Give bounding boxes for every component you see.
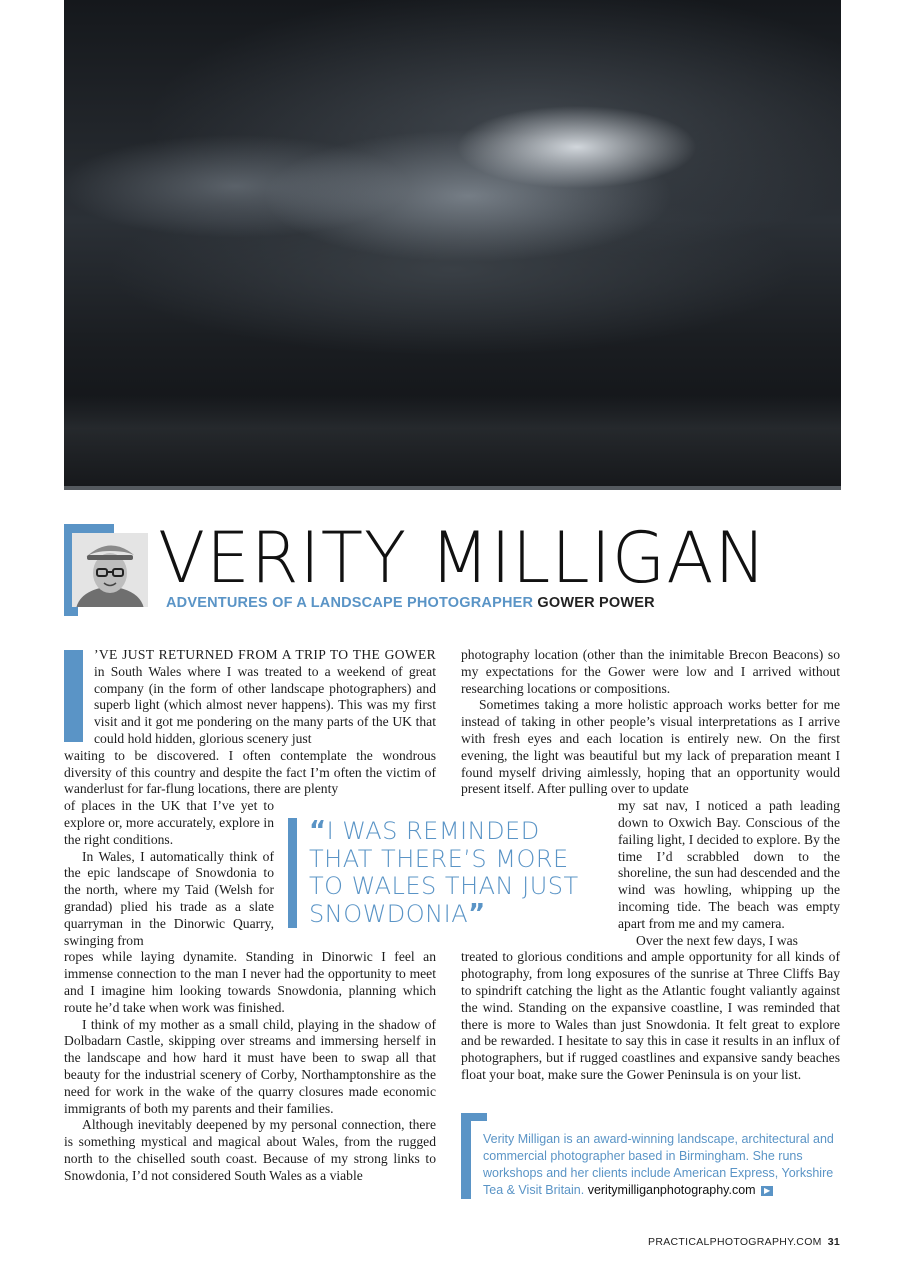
right-paragraph-3-narrow: Over the next few days, I was [636, 932, 798, 948]
right-paragraph-3-continued: treated to glorious conditions and ample opportunity for all kinds of photography, from long exposures of the sunrise at Three Cliffs Bay to spindrift catching the light as the Atlantic fought valiantly against the wind. Standing on the expansive coastline, I was reminded that there is more to Wales than just Snowdonia. It felt great to explore and be rewarded. I hesitate to say this in case it results in an influx of photographers, but if rugged coastlines and expansive sandy beaches float your boat, make sure the Gower Peninsula is on your list. [461, 949, 840, 1082]
author-name-headline: VERITY MILLIGAN [158, 517, 768, 599]
topic-title: GOWER POWER [537, 595, 655, 611]
close-quote-mark: ” [468, 898, 486, 929]
paragraph-1-narrow: of places in the UK that I’ve yet to explore or, more accurately, explore in the right conditions. [64, 798, 274, 847]
paragraph-1-continued: waiting to be discovered. I often contemplate the wondrous diversity of this country and despite the fact I’m often the victim of wanderlust for far-flung locations, there are plenty [64, 747, 436, 797]
right-paragraph-1: photography location (other than the inimitable Brecon Beacons) so my expectations for the Gower were low and I arrived without researching locations or compositions. [461, 647, 840, 696]
series-title: ADVENTURES OF A LANDSCAPE PHOTOGRAPHER [166, 595, 534, 611]
paragraph-1 [94, 647, 436, 748]
page-number: 31 [827, 1236, 840, 1248]
hero-bottom-edge [64, 486, 841, 490]
hero-photo-wave [64, 0, 841, 490]
open-quote-mark: “ [309, 816, 327, 846]
arrow-right-icon: ▶ [761, 1186, 773, 1196]
footer-site: PRACTICALPHOTOGRAPHY.COM [648, 1236, 822, 1248]
page-footer [640, 1236, 840, 1248]
author-avatar [72, 533, 148, 607]
paragraph-1-rest: in South Wales where I was treated to a weekend of great company (in the form of other landscape photographers) and superb light (which almost never happens). This was my first visit and it got me pondering on the many parts of the UK that could hold hidden, glorious scenery just [94, 663, 436, 746]
paragraph-2-continued: ropes while laying dynamite. Standing in Dinorwic I feel an immense connection to the man I never had the opportunity to meet and I imagine him looking towards Snowdonia, planning which route he’d take when work was finished. [64, 949, 436, 1015]
paragraph-4: Although inevitably deepened by my personal connection, there is something mystical and magical about Wales, from the rugged north to the chiselled south coast. Because of my strong links to Snowdonia, I’d not considered South Wales as a viable [64, 1117, 436, 1183]
paragraph-3: I think of my mother as a small child, playing in the shadow of Dolbadarn Castle, skipping over streams and immersing herself in the landscape and how hard it must have been to swap all that beauty for the industrial scenery of Corby, Northamptonshire as the need for work in the wake of the quarry closures made economic immigrants of both my parents and their families. [64, 1016, 436, 1116]
paragraph-1-lead: ’VE JUST RETURNED FROM A TRIP TO THE GOWER [94, 647, 436, 662]
author-bio-box [461, 1113, 855, 1199]
pull-quote-text: I WAS REMINDED THAT THERE’S MORE TO WALES THAN JUST SNOWDONIA [309, 817, 579, 928]
bio-website-link[interactable]: veritymilliganphotography.com [587, 1183, 756, 1197]
bio-text: Verity Milligan is an award-winning landscape, architectural and commercial photographer based in Birmingham. She runs workshops and her clients include American Express, Yorkshire Tea & Visit Britain. [483, 1132, 834, 1197]
right-paragraph-2: Sometimes taking a more holistic approach works better for me instead of taking in other people’s visual interpretations as I arrive with fresh eyes and each location is entirely new. On the first evening, the light was beautiful but my lack of preparation meant I found myself driving aimlessly, hoping that an opportunity would present itself. After pulling over to update [461, 697, 840, 797]
author-portrait-icon [72, 533, 148, 607]
column-subhead [166, 595, 655, 611]
paragraph-2-narrow: In Wales, I automatically think of the epic landscape of Snowdonia to the north, where my Taid (Welsh for grandad) plied his trade as a slate quarryman in the Dinorwic Quarry, swinging from [64, 848, 274, 948]
pull-quote [288, 818, 599, 928]
right-paragraph-2-narrow: my sat nav, I noticed a path leading down to Oxwich Bay. Conscious of the failing light, I decided to explore. By the time I’d scrabbled down to the shoreline, the sun had descended and the wind was howling, whipping up the incoming tide. The beach was empty apart from me and my camera. [618, 798, 840, 931]
sea-surface [64, 395, 841, 490]
